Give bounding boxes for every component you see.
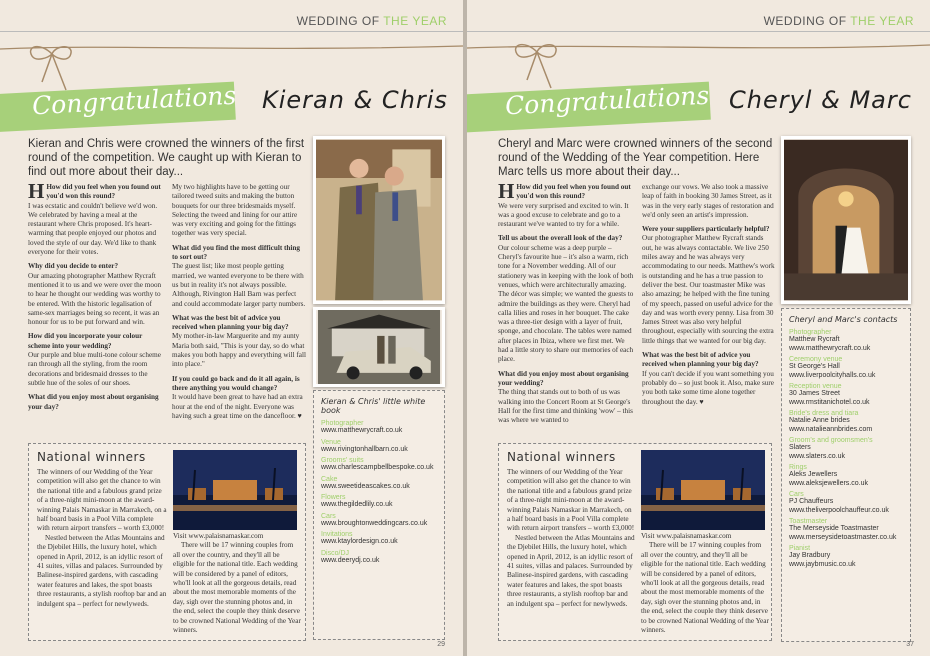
- contact-link[interactable]: Jay Bradbury www.jaybmusic.co.uk: [789, 552, 856, 568]
- contact-category: Flowers: [321, 494, 346, 501]
- contact-item: [789, 464, 903, 488]
- contact-category: Ceremony venue: [789, 356, 843, 363]
- contact-item: [321, 476, 437, 492]
- intro-text: Kieran and Chris were crowned the winners of the first round of the competition. We caught up with Kieran to find out more about their day...: [28, 138, 305, 178]
- contact-item: [321, 513, 437, 529]
- page-number: 37: [906, 641, 914, 648]
- contact-item: [321, 420, 437, 436]
- magazine-header: WEDDING OF THE YEAR: [763, 14, 914, 28]
- national-winners-title: National winners: [507, 450, 616, 464]
- hotel-photo: [173, 450, 297, 530]
- contact-link[interactable]: 30 James Street www.rmstitanichotel.co.uk: [789, 390, 870, 406]
- contact-link[interactable]: PJ Chauffeurs www.theliverpoolchauffeur.co.uk: [789, 498, 889, 514]
- drop-cap: H: [28, 183, 45, 203]
- article-column-2: exchange our vows. We also took a massive leap of faith in booking 30 James Street, as it was in the very early stages of restoration and we'd only seen an artist's impression. Were your suppliers particularly helpful? Our photographer Matthew Rycraft stands out, he was always contactable. We live 250 miles away and he was always very accommodating to our needs. Matthew's work is outstanding and he has a true passion to deliver the best. Our toastmaster Mike was also amazing; he helped with the fine tuning of my speech, passed on useful advice for the day and was worth every penny. Lisa from 30 James Street was also very helpful throughout, especially with sourcing the extra little things that we wanted for our big day. What was the best bit of advice you received when planning your big day? If you can't decide if you want something you probably do – so just book it. Also, make sure you both take some time alone together throughout the day. ♥: [642, 183, 775, 406]
- contact-category: Invitations: [321, 531, 353, 538]
- contact-category: Grooms' suits: [321, 457, 364, 464]
- vintage-car-photo: [313, 307, 445, 387]
- couple-photo: [781, 136, 911, 304]
- contact-link[interactable]: www.thegildedlily.co.uk: [321, 501, 393, 508]
- contact-link[interactable]: Matthew Rycraft www.matthewrycraft.co.uk: [789, 336, 871, 352]
- national-winners-box: [28, 443, 306, 641]
- contact-link[interactable]: www.charlescampbellbespoke.co.uk: [321, 464, 434, 471]
- contact-item: [789, 410, 903, 434]
- contact-item: [789, 518, 903, 542]
- contact-link[interactable]: The Merseyside Toastmaster www.merseysidetoastmaster.co.uk: [789, 525, 897, 541]
- contact-item: [321, 494, 437, 510]
- contact-category: Bride's dress and tiara: [789, 410, 859, 417]
- national-winners-title: National winners: [37, 450, 146, 464]
- contact-item: [789, 329, 903, 353]
- contact-link[interactable]: www.sweetideascakes.co.uk: [321, 482, 410, 490]
- contact-item: [321, 531, 437, 547]
- intro-text: Cheryl and Marc were crowned winners of the second round of the Wedding of the Year competition. Here Marc tells us more about their day...: [498, 138, 773, 178]
- contact-link[interactable]: Natalie Anne brides www.natalieannbrides.com: [789, 417, 873, 433]
- contact-link[interactable]: Aleks Jewellers www.aleksjewellers.co.uk: [789, 471, 868, 487]
- national-winners-text-1: The winners of our Wedding of the Year competition will also get the chance to win the national title and a fabulous grand prize of a three-night mini-moon at the award-winning Palais Namaskar in Marrakech, on a half board basis in a Pool Villa complete with return airport transfers – worth £3,000! Nestled between the Atlas Mountains and the Djebilet Hills, the luxury hotel, which opened in April, 2012, is an idyllic resort of 41 suites, villas and palaces. Surrounded by Balinese-inspired gardens, with cascading water features and lakes, the spot boasts three restaurants, a stylish rooftop bar and an indulgent spa – perfect for newlyweds.: [507, 468, 635, 608]
- contact-category: Cars: [789, 491, 804, 498]
- contact-category: Venue: [321, 438, 341, 446]
- contact-item: [789, 437, 903, 461]
- contact-link[interactable]: www.deerydj.co.uk: [321, 556, 380, 564]
- contact-link[interactable]: www.matthewrycraft.co.uk: [321, 427, 403, 434]
- contact-link[interactable]: www.broughtonweddingcars.co.uk: [321, 519, 428, 527]
- banner-text: Congratulations: [504, 80, 710, 121]
- contact-category: Toastmaster: [789, 518, 828, 525]
- contact-item: [789, 545, 903, 569]
- hotel-photo: [641, 450, 765, 530]
- right-page: [467, 0, 930, 656]
- article-column-2: My two highlights have to be getting our tailored tweed suits and making the button bouquets for our three bridesmaids myself. Selecting the tweed and lining for our attire was very exciting and going for the fittings together was very special. What did you find the most difficult thing to sort out? The guest list; like most people getting married, we wanted everyone to be there with us but in reality it's not always possible. Although, Rivington Hall Barn was perfect and could accommodate larger party numbers. What was the best bit of advice you received when planning your big day? My mother-in-law Marguerite and my aunty Maria both said, "This is your day, so do what makes you both happy and everything will fall into place." If you could go back and do it all again, is there anything you would change? It would have been great to have had an extra hour at the end of the night. Everyone was having such a great time on the dancefloor. ♥: [172, 183, 306, 420]
- contact-category: Cars: [321, 512, 336, 520]
- contact-item: [321, 439, 437, 455]
- left-page: [0, 0, 463, 656]
- contact-category: Cake: [321, 475, 338, 483]
- national-winners-text-1: The winners of our Wedding of the Year competition will also get the chance to win the national title and a fabulous grand prize of a three-night mini-moon at the award-winning Palais Namaskar in Marrakech, on a half board basis in a Pool Villa complete with return airport transfers – worth £3,000! Nestled between the Atlas Mountains and the Djebilet Hills, the luxury hotel, which opened in April, 2012, is an idyllic resort of 41 suites, villas and palaces. Surrounded by Balinese-inspired gardens, with cascading water features and lakes, the spot boasts three restaurants, a stylish rooftop bar and an indulgent spa – perfect for newlyweds.: [37, 468, 167, 608]
- drop-cap: H: [498, 183, 515, 203]
- national-winners-box: [498, 443, 772, 641]
- contact-item: [321, 457, 437, 473]
- article-column-1: H How did you feel when you found out you'd won this round? I was ecstatic and couldn't believe we'd won. We celebrated by having a meal at the restaurant where Chris proposed. It's heart-warming that people enjoyed our photos and loved the style of our day. We'd like to thank everyone for their votes. Why did you decide to enter? Our amazing photographer Matthew Rycraft mentioned it to us and we were over the moon to hear he thought our wedding was worthy to be entered. With the historic legalisation of same-sex marriages being so recent, it was an honour for us to be put forward and win. How did you incorporate your colour scheme into your wedding? Our purple and blue multi-tone colour scheme ran through all the styling, from the room decorations and bridesmaid dresses to the subtle hue of the soles of our shoes. What did you enjoy most about organising your day?: [28, 183, 162, 411]
- contact-item: [321, 550, 437, 566]
- twine-bow-icon: [507, 40, 567, 95]
- header-rule: [0, 31, 463, 32]
- contact-link[interactable]: Slaters www.slaters.co.uk: [789, 444, 846, 460]
- contact-link[interactable]: www.ktaylordesign.co.uk: [321, 538, 398, 545]
- banner-text: Congratulations: [31, 80, 237, 121]
- contact-category: Groom's and groomsmen's: [789, 437, 873, 444]
- page-number: 29: [437, 641, 445, 648]
- contact-item: [789, 383, 903, 407]
- contact-item: [789, 356, 903, 380]
- contact-category: Photographer: [321, 420, 364, 427]
- contact-category: Disco/DJ: [321, 549, 350, 557]
- contact-item: [789, 491, 903, 515]
- contact-link[interactable]: www.rivingtonhallbarn.co.uk: [321, 445, 408, 453]
- national-winners-text-2: Visit www.palaisnamaskar.com There will be 17 winning couples from all over the country, and they'll all be eligible for the national title. Each wedding will be considered by a panel of editors, who'll look at all the gorgeous details, read about the most memorable moments of the day, sigh over the stunning photos and, in the end, select the couple they think deserve to be crowned National Wedding of the Year winners.: [641, 532, 769, 635]
- contact-category: Rings: [789, 464, 807, 471]
- contacts-box: Cheryl and Marc's contacts Photographer Matthew Rycraft www.matthewrycraft.co.uk Ceremony venue St George's Hall www.liverpoolcityhalls.co.uk Reception venue 30 James Street www.rmstitanichotel.co.uk Bride's dress and tiara Natalie Anne brides www.natalieannbrides.com Groom's and groomsmen's Slaters www.slaters.co.uk Rings Aleks Jewellers www.aleksjewellers.co.uk Cars PJ Chauffeurs www.theliverpoolchauffeur.co.uk Toastmaster The Merseyside Toastmaster www.merseysidetoastmaster.co.uk Pianist Jay Bradbury www.jaybmusic.co.uk: [781, 308, 911, 642]
- contact-link[interactable]: St George's Hall www.liverpoolcityhalls.co.uk: [789, 363, 876, 379]
- contact-category: Pianist: [789, 545, 811, 552]
- contact-category: Reception venue: [789, 383, 842, 390]
- magazine-header: WEDDING OF THE YEAR: [296, 14, 447, 28]
- contact-category: Photographer: [789, 329, 832, 336]
- national-winners-text-2: Visit www.palaisnamaskar.com There will be 17 winning couples from all over the country, and they'll all be eligible for the national title. Each wedding will be considered by a panel of editors, who'll look at all the gorgeous details, read about the most memorable moments of the day, sigh over the stunning photos and, in the end, select the couple they think deserve to be crowned National Wedding of the Year winners.: [173, 532, 301, 635]
- article-column-1: H How did you feel when you found out you'd won this round? We were very surprised and excited to win. It was a good excuse to celebrate and go to a restaurant we've wanted to try for a while. Tell us about the overall look of the day? Our colour scheme was a deep purple – Cheryl's favourite hue – it's also a warm, rich tone for a November wedding. All of our stationery was in keeping with the look of both venues, which were architecturally amazing. The décor was simple; we wanted the guests to admire the buildings as they were. Cheryl had calla lilies and roses in her bouquet. The cake was a three-tier design with a layer of fruit, sponge, and chocolate. The tables were named after places in Ibiza, where we first met. We had a little story to share our memories of each place. What did you enjoy most about organising your wedding? The thing that stands out to both of us was walking into the Concert Room at St George's Hall for the first time and thinking 'wow' – this was where we wanted to: [498, 183, 634, 425]
- couple-photo: [313, 136, 445, 304]
- couple-title: Cheryl & Marc: [729, 86, 912, 114]
- couple-title: Kieran & Chris: [262, 86, 448, 114]
- header-rule: [467, 31, 930, 32]
- contacts-box: Kieran & Chris' little white book Photographer www.matthewrycraft.co.uk Venue www.rivingtonhallbarn.co.uk Grooms' suits www.charlescampbellbespoke.co.uk Cake www.sweetideascakes.co.uk Flowers www.thegildedlily.co.uk Cars www.broughtonweddingcars.co.uk Invitations www.ktaylordesign.co.uk Disco/DJ www.deerydj.co.uk: [313, 390, 445, 640]
